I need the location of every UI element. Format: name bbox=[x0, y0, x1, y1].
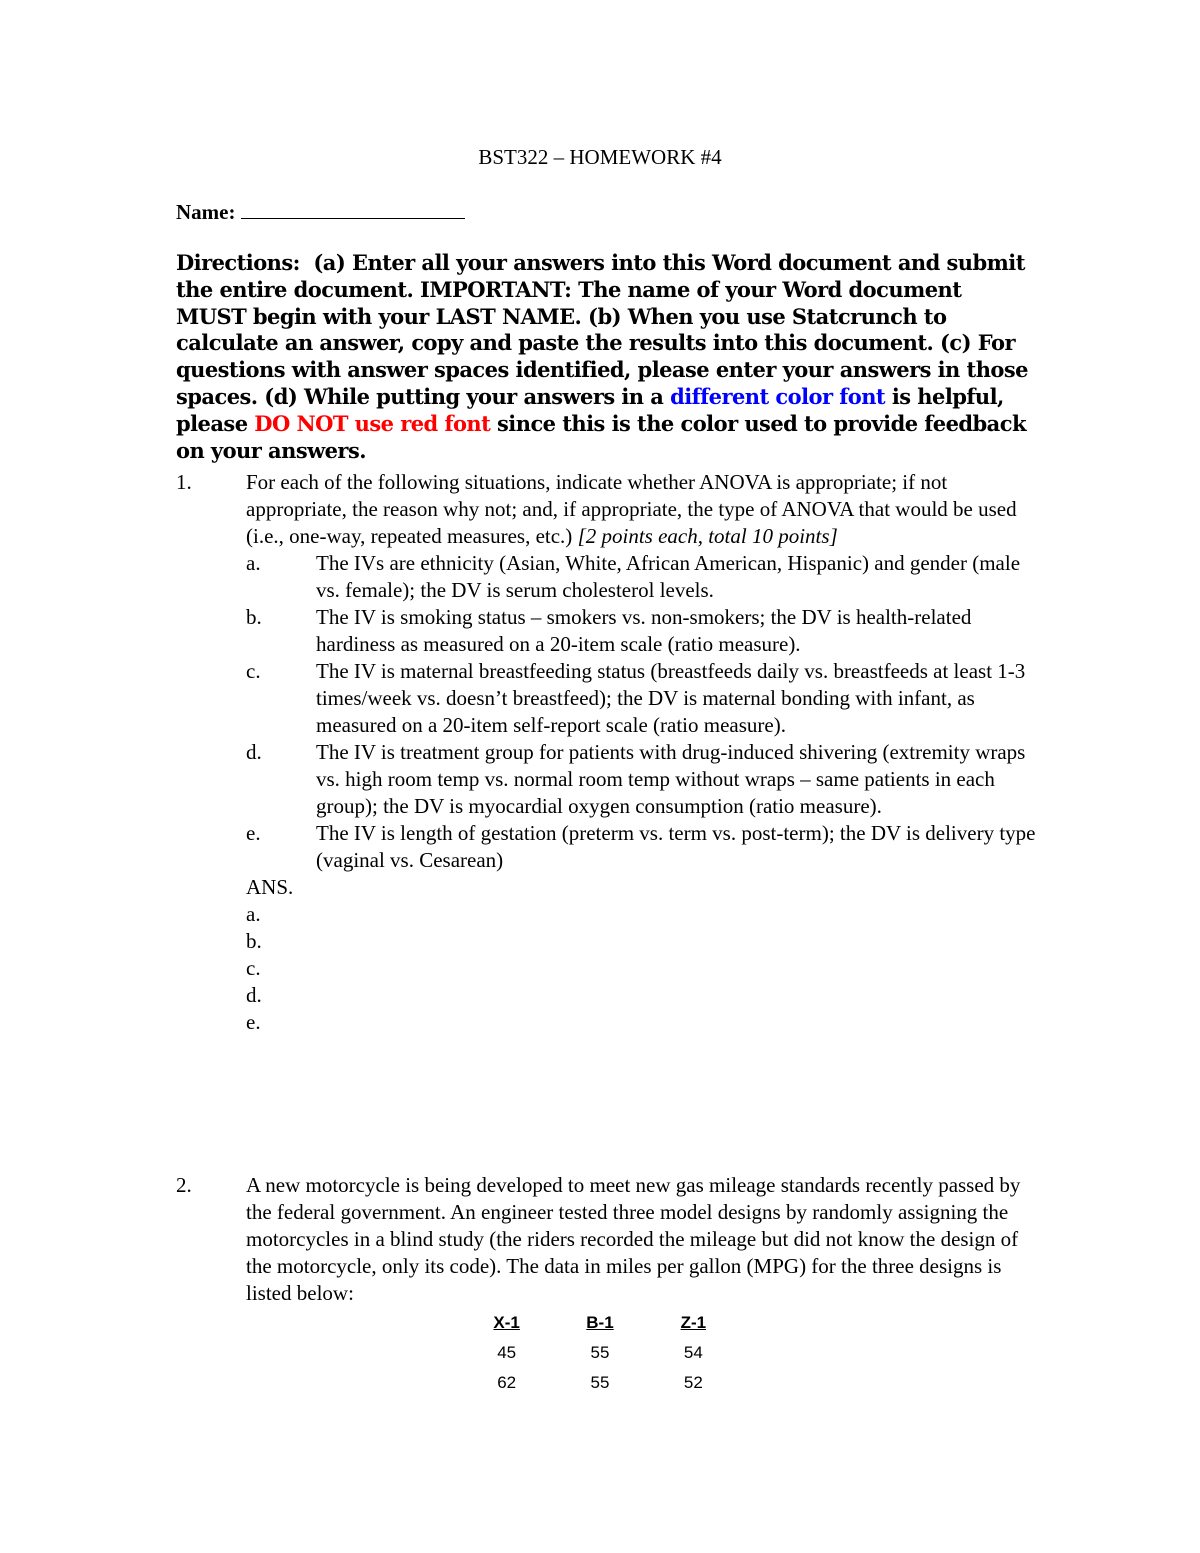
table-header-x1: X-1 bbox=[493, 1313, 520, 1332]
answer-b[interactable]: b. bbox=[246, 929, 262, 953]
table-cell: 62 bbox=[497, 1373, 517, 1392]
question-1-prompt: For each of the following situations, indicate whether ANOVA is appropriate; if not appropriate, the reason why not; and, if appropriate, the type of ANOVA that would be used (i.e., one-way, repeated measures, etc.) bbox=[246, 470, 1017, 548]
question-1-item bbox=[246, 658, 1036, 739]
question-1-item bbox=[246, 820, 1036, 874]
item-letter: c. bbox=[246, 659, 261, 683]
question-2 bbox=[176, 1172, 1036, 1307]
table-cell: 45 bbox=[497, 1343, 517, 1362]
question-2-text: A new motorcycle is being developed to meet new gas mileage standards recently passed by the federal government. An engineer tested three model designs by randomly assigning the motorcycles in a blind study (the riders recorded the mileage but did not know the design of the motorcycle, only its code). The data in miles per gallon (MPG) for the three designs is listed below: bbox=[246, 1173, 1021, 1305]
question-1-item bbox=[246, 739, 1036, 820]
answer-a[interactable]: a. bbox=[246, 902, 261, 926]
table-row bbox=[460, 1368, 740, 1398]
table-cell: 55 bbox=[590, 1373, 610, 1392]
table-header-b1: B-1 bbox=[586, 1313, 614, 1332]
item-letter: b. bbox=[246, 605, 262, 629]
question-1-item bbox=[246, 604, 1036, 658]
answer-e[interactable]: e. bbox=[246, 1010, 261, 1034]
question-1-points: [2 points each, total 10 points] bbox=[577, 524, 838, 548]
mpg-data-table bbox=[460, 1308, 740, 1398]
question-1-item bbox=[246, 550, 1036, 604]
table-cell: 54 bbox=[683, 1343, 703, 1362]
directions-label: Directions: bbox=[176, 250, 300, 275]
table-header-row bbox=[460, 1308, 740, 1338]
item-letter: a. bbox=[246, 551, 261, 575]
name-label: Name: bbox=[176, 200, 236, 224]
name-blank-line[interactable] bbox=[241, 198, 465, 219]
directions-blue-text: different color font bbox=[670, 383, 886, 409]
name-field-row bbox=[176, 198, 465, 226]
question-1-body bbox=[246, 469, 1036, 1036]
table-cell: 55 bbox=[590, 1343, 610, 1362]
item-letter: e. bbox=[246, 821, 261, 845]
answer-d[interactable]: d. bbox=[246, 983, 262, 1007]
table-header-z1: Z-1 bbox=[680, 1313, 707, 1332]
question-1-text bbox=[246, 469, 1036, 550]
directions-text-1: (a) Enter all your answers into this Word document and submit the entire document. IMPORTANT: The name of your Word document MUST begin with your LAST NAME. (b) When you use Statcrunch to calculate an answer, copy and paste the results into this document. (c) For questions with answer spaces identified, please enter your answers in those spaces. (d) While putting your answers in a bbox=[176, 250, 1028, 409]
question-1-number: 1. bbox=[176, 470, 192, 494]
item-text: The IV is treatment group for patients with drug-induced shivering (extremity wraps vs. high room temp vs. normal room temp without wraps – same patients in each group); the DV is myocardial oxygen consumption (ratio measure). bbox=[316, 740, 1026, 818]
page-title: BST322 – HOMEWORK #4 bbox=[478, 145, 722, 169]
item-text: The IV is maternal breastfeeding status (breastfeeds daily vs. breastfeeds at least 1-3 times/week vs. doesn’t breastfeed); the DV is maternal bonding with infant, as measured on a 20-item self-report scale (ratio measure). bbox=[316, 659, 1026, 737]
item-text: The IV is smoking status – smokers vs. non-smokers; the DV is health-related hardiness as measured on a 20-item scale (ratio measure). bbox=[316, 605, 972, 656]
table-row bbox=[460, 1338, 740, 1368]
directions-paragraph bbox=[176, 250, 1036, 464]
question-2-number: 2. bbox=[176, 1173, 192, 1197]
item-text: The IV is length of gestation (preterm vs. term vs. post-term); the DV is delivery type (vaginal vs. Cesarean) bbox=[316, 821, 1036, 872]
item-text: The IVs are ethnicity (Asian, White, African American, Hispanic) and gender (male vs. female); the DV is serum cholesterol levels. bbox=[316, 551, 1021, 602]
answer-label: ANS. bbox=[246, 875, 294, 899]
directions-text-3: since this is the color used to provide feedback on your answers. bbox=[176, 410, 1026, 463]
question-1 bbox=[176, 469, 1036, 1036]
directions-text-2: is helpful, please bbox=[176, 383, 1004, 436]
answer-c[interactable]: c. bbox=[246, 956, 261, 980]
item-letter: d. bbox=[246, 740, 262, 764]
directions-red-text: DO NOT use red font bbox=[254, 410, 491, 436]
answer-section[interactable] bbox=[246, 874, 1036, 1036]
table-cell: 52 bbox=[683, 1373, 703, 1392]
